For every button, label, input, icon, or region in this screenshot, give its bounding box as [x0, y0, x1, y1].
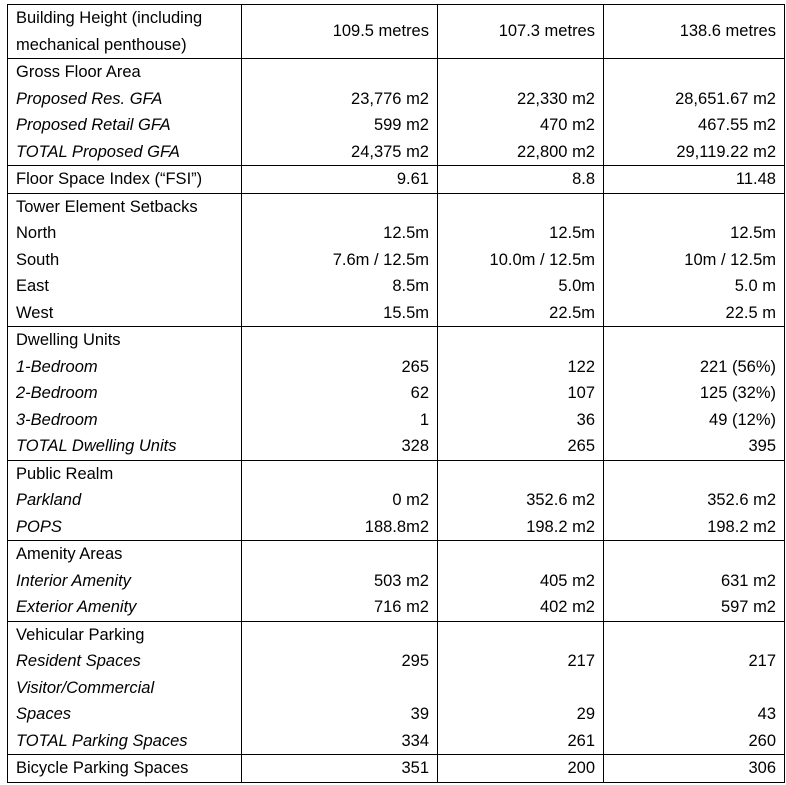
value-cell-option-1	[242, 5, 438, 59]
value-line: 10m / 12.5m	[684, 250, 776, 269]
table-row-gross-floor-area	[8, 59, 785, 166]
row-label-gross-floor-area	[8, 59, 242, 166]
table-row-dwelling-units	[8, 327, 785, 461]
value-line: 5.0 m	[734, 277, 776, 295]
value-line: 217	[748, 652, 776, 670]
value-cell-option-1	[242, 755, 438, 783]
value-line: 125 (32%)	[699, 384, 776, 402]
label-line: East	[16, 277, 50, 295]
value-line: 260	[748, 731, 776, 750]
value-cell-option-1	[242, 59, 438, 166]
label-line: TOTAL Dwelling Units	[16, 437, 177, 455]
label-line: Resident Spaces	[16, 652, 141, 670]
value-line: 217	[567, 652, 595, 670]
value-line: 29,119.22 m2	[676, 142, 776, 161]
value-line: 265	[401, 357, 429, 376]
value-cell-option-3	[604, 755, 785, 783]
label-line: Tower Element Setbacks	[16, 197, 198, 216]
table-row-building-height	[8, 5, 785, 59]
value-line: 22,330 m2	[517, 89, 595, 108]
value-line: 597 m2	[720, 598, 776, 616]
row-label-bicycle-parking	[8, 755, 242, 783]
value-line: 352.6 m2	[526, 491, 595, 509]
value-cell-option-3	[604, 166, 785, 194]
value-line: 198.2 m2	[526, 517, 595, 536]
value-cell-option-2	[438, 460, 604, 541]
value-line: 22.5 m	[725, 303, 776, 322]
value-cell-option-1	[242, 327, 438, 461]
value-line: 503 m2	[373, 571, 429, 590]
statistics-table	[7, 4, 785, 783]
value-line: 402 m2	[539, 598, 595, 616]
value-line: 22.5m	[549, 303, 595, 322]
label-line: Proposed Retail GFA	[16, 116, 171, 134]
table-body	[8, 5, 785, 783]
value-line: 62	[410, 384, 429, 402]
value-line: 265	[567, 437, 595, 455]
value-cell-option-1	[242, 541, 438, 622]
value-cell-option-3	[604, 193, 785, 327]
label-line: POPS	[16, 517, 62, 536]
value-cell-option-3	[604, 541, 785, 622]
value-line: 352.6 m2	[707, 491, 776, 509]
label-line: South	[16, 250, 60, 269]
value-cell-option-1	[242, 193, 438, 327]
row-label-public-realm	[8, 460, 242, 541]
label-line: Building Height (including	[16, 9, 203, 27]
value-cell-option-3	[604, 460, 785, 541]
value-line: 188.8m2	[364, 517, 429, 536]
value-line	[604, 675, 776, 702]
value-line: 107	[567, 384, 595, 402]
label-line: Spaces	[16, 705, 72, 723]
label-line: Vehicular Parking	[16, 625, 145, 644]
value-line: 12.5m	[549, 224, 595, 242]
table-row-bicycle-parking	[8, 755, 785, 783]
row-label-floor-space-index	[8, 166, 242, 194]
label-line: Parkland	[16, 491, 82, 509]
label-line: Proposed Res. GFA	[16, 89, 163, 108]
table-row-tower-element-setbacks	[8, 193, 785, 327]
value-line: 306	[748, 759, 776, 777]
value-line: 716 m2	[373, 598, 429, 616]
label-line: Interior Amenity	[16, 571, 131, 590]
value-line: 1	[419, 410, 429, 429]
row-label-dwelling-units	[8, 327, 242, 461]
value-line: 470 m2	[539, 116, 595, 134]
label-line: Public Realm	[16, 464, 114, 483]
value-line: 200	[567, 759, 595, 777]
value-line: 221 (56%)	[699, 357, 776, 376]
value-cell-option-1	[242, 460, 438, 541]
label-line: TOTAL Parking Spaces	[16, 731, 188, 750]
value-line	[438, 675, 595, 702]
label-line: Gross Floor Area	[16, 63, 141, 81]
value-line: 599 m2	[373, 116, 429, 134]
value-line: 138.6 metres	[679, 22, 776, 41]
label-line: Visitor/Commercial	[16, 678, 155, 697]
value-line: 23,776 m2	[351, 89, 429, 108]
label-line: mechanical penthouse)	[16, 35, 187, 54]
table-row-floor-space-index	[8, 166, 785, 194]
value-cell-option-2	[438, 755, 604, 783]
value-line: 11.48	[735, 170, 776, 188]
label-line: Dwelling Units	[16, 331, 121, 349]
value-line: 12.5m	[730, 224, 776, 242]
label-line: Bicycle Parking Spaces	[16, 759, 189, 777]
value-line: 8.5m	[392, 277, 429, 295]
value-line: 24,375 m2	[351, 142, 429, 161]
value-line: 22,800 m2	[517, 142, 595, 161]
value-line: 261	[567, 731, 595, 750]
label-line: Floor Space Index (“FSI”)	[16, 170, 203, 188]
table-row-amenity-areas	[8, 541, 785, 622]
value-line: 7.6m / 12.5m	[332, 250, 429, 269]
value-line: 631 m2	[720, 571, 776, 590]
value-line: 405 m2	[539, 571, 595, 590]
value-cell-option-2	[438, 621, 604, 755]
value-cell-option-3	[604, 621, 785, 755]
value-cell-option-3	[604, 5, 785, 59]
value-line: 49 (12%)	[709, 410, 776, 429]
value-cell-option-3	[604, 327, 785, 461]
value-cell-option-1	[242, 166, 438, 194]
value-line: 10.0m / 12.5m	[489, 250, 595, 269]
label-line: 2-Bedroom	[16, 384, 98, 402]
row-label-vehicular-parking	[8, 621, 242, 755]
value-line: 107.3 metres	[498, 22, 595, 41]
value-line: 43	[757, 705, 776, 723]
row-label-tower-element-setbacks	[8, 193, 242, 327]
value-cell-option-2	[438, 59, 604, 166]
value-line: 15.5m	[383, 303, 429, 322]
value-line: 351	[401, 759, 429, 777]
value-cell-option-2	[438, 5, 604, 59]
value-line: 328	[401, 437, 429, 455]
label-line: Amenity Areas	[16, 545, 123, 563]
row-label-building-height	[8, 5, 242, 59]
value-line: 12.5m	[383, 224, 429, 242]
row-label-amenity-areas	[8, 541, 242, 622]
value-line: 109.5 metres	[332, 22, 429, 41]
value-line: 39	[410, 705, 429, 723]
value-cell-option-2	[438, 327, 604, 461]
value-line: 334	[401, 731, 429, 750]
value-line: 8.8	[572, 170, 595, 188]
value-line: 9.61	[396, 170, 429, 188]
value-line: 295	[401, 652, 429, 670]
value-cell-option-2	[438, 541, 604, 622]
value-line: 29	[576, 705, 595, 723]
value-line: 198.2 m2	[707, 517, 776, 536]
label-line: 1-Bedroom	[16, 357, 98, 376]
value-line: 36	[576, 410, 595, 429]
label-line: TOTAL Proposed GFA	[16, 142, 180, 161]
table-row-vehicular-parking	[8, 621, 785, 755]
value-cell-option-2	[438, 193, 604, 327]
label-line: North	[16, 224, 57, 242]
value-cell-option-2	[438, 166, 604, 194]
value-line: 122	[567, 357, 595, 376]
label-line: Exterior Amenity	[16, 598, 137, 616]
value-line: 0 m2	[392, 491, 429, 509]
label-line: West	[16, 303, 54, 322]
value-line: 467.55 m2	[698, 116, 776, 134]
label-line: 3-Bedroom	[16, 410, 98, 429]
table-row-public-realm	[8, 460, 785, 541]
value-cell-option-3	[604, 59, 785, 166]
value-line: 28,651.67 m2	[675, 89, 776, 108]
value-line: 5.0m	[558, 277, 595, 295]
value-cell-option-1	[242, 621, 438, 755]
value-line: 395	[748, 437, 776, 455]
value-line	[242, 675, 429, 702]
